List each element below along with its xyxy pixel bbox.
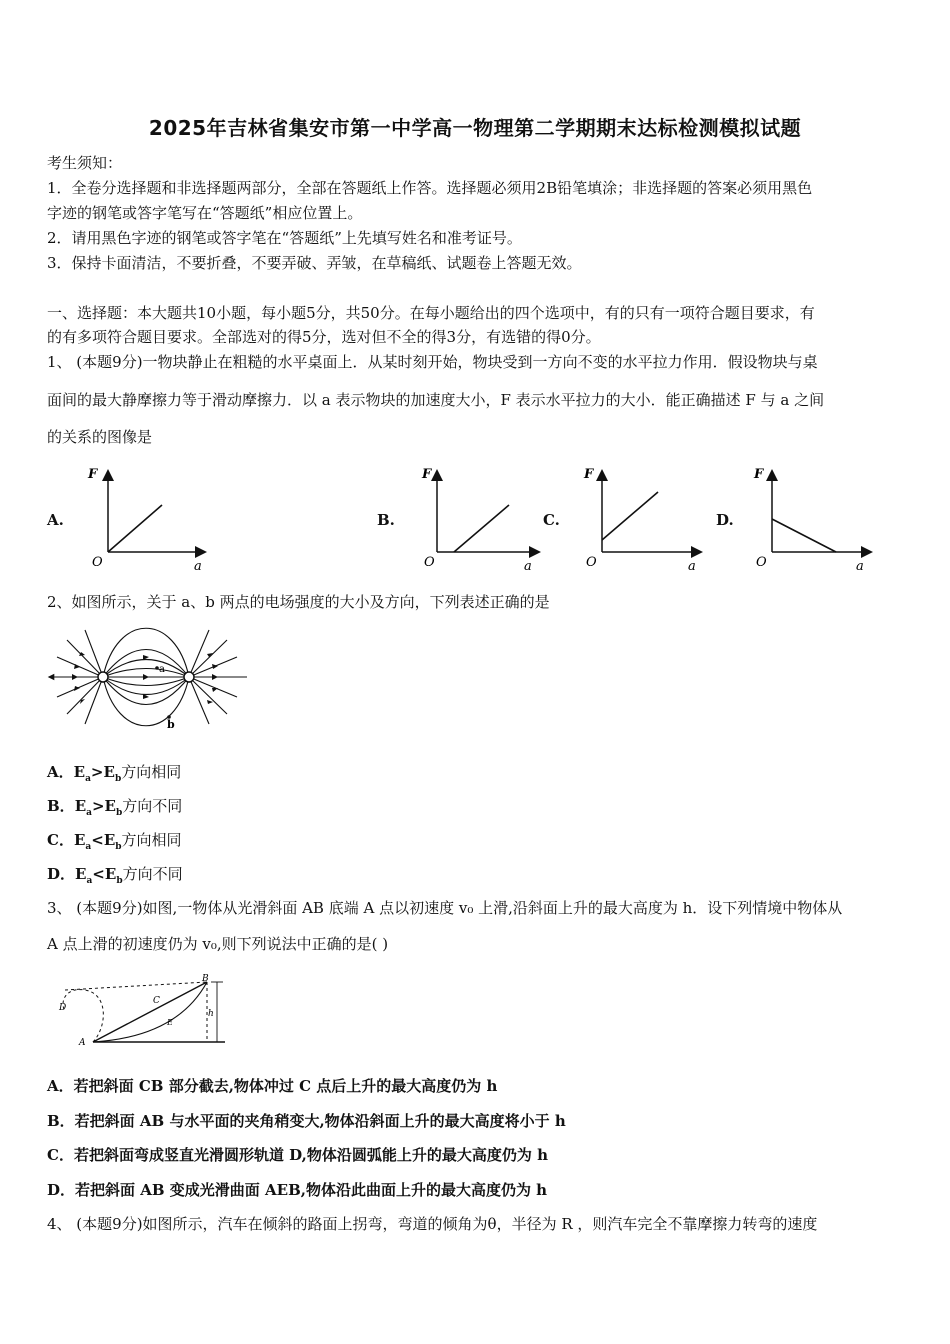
- point-a-label: a: [159, 664, 165, 675]
- section-intro: 一、选择题：本大题共10小题，每小题5分，共50分。在每小题给出的四个选项中，有的只有一项符合题目要求，有: [47, 304, 815, 322]
- origin-label: O: [424, 555, 435, 570]
- label-c: C: [153, 996, 160, 1006]
- point-b-label: b: [167, 718, 175, 731]
- q1-graph-c: [582, 462, 707, 574]
- q3-option-a[interactable]: A．若把斜面 CB 部分截去,物体冲过 C 点后上升的最大高度仍为 h: [47, 1077, 498, 1095]
- q3-stem-line: A 点上滑的初速度仍为 v₀,则下列说法中正确的是( ): [47, 935, 389, 953]
- x-axis-label: a: [194, 559, 202, 574]
- q1-graph-b: [420, 462, 545, 574]
- y-axis-label: F: [754, 467, 764, 482]
- q1-option-a-label[interactable]: A.: [47, 511, 64, 529]
- q1-graph-d: [752, 462, 877, 574]
- q4-stem: 4、 (本题9分)如图所示，汽车在倾斜的路面上拐弯，弯道的倾角为θ，半径为 R ，则汽车完全不靠摩擦力转弯的速度: [47, 1215, 818, 1233]
- q1-stem-line: 1、 (本题9分)一物块静止在粗糙的水平桌面上．从某时刻开始，物块受到一方向不变的水平拉力作用．假设物块与桌: [47, 353, 818, 371]
- q2-option-a[interactable]: A．$E_a>E_b$方向相同: [47, 763, 182, 784]
- q2-field-diagram: [47, 622, 257, 732]
- y-axis-label: F: [584, 467, 594, 482]
- label-e: E: [167, 1018, 173, 1027]
- notice-item: 1．全卷分选择题和非选择题两部分，全部在答题纸上作答。选择题必须用2B铅笔填涂；非选择题的答案必须用黑色: [47, 179, 813, 197]
- x-axis-label: a: [856, 559, 864, 574]
- q2-option-c[interactable]: C．$E_a<E_b$方向相同: [47, 831, 182, 852]
- q2-option-b[interactable]: B．$E_a>E_b$方向不同: [47, 797, 183, 818]
- label-a: A: [79, 1038, 86, 1048]
- origin-label: O: [756, 555, 767, 570]
- exam-title: 2025年吉林省集安市第一中学高一物理第二学期期末达标检测模拟试题: [148, 116, 802, 140]
- q2-option-d[interactable]: D．$E_a<E_b$方向不同: [47, 865, 183, 886]
- q1-option-d-label[interactable]: D.: [716, 511, 734, 529]
- q2-stem: 2、如图所示，关于 a、b 两点的电场强度的大小及方向，下列表述正确的是: [47, 593, 550, 611]
- q3-option-c[interactable]: C．若把斜面弯成竖直光滑圆形轨道 D,物体沿圆弧能上升的最大高度仍为 h: [47, 1146, 548, 1164]
- q3-stem-line: 3、 (本题9分)如图,一物体从光滑斜面 AB 底端 A 点以初速度 v₀ 上滑,沿斜面上升的最大高度为 h．设下列情境中物体从: [47, 899, 843, 917]
- y-axis-label: F: [422, 467, 432, 482]
- q3-incline-diagram: [47, 972, 232, 1054]
- label-b: B: [202, 974, 209, 984]
- section-intro: 的有多项符合题目要求。全部选对的得5分，选对但不全的得3分，有选错的得0分。: [47, 328, 601, 346]
- notice-heading: 考生须知：: [47, 154, 123, 172]
- q1-stem-line: 面间的最大静摩擦力等于滑动摩擦力．以 a 表示物块的加速度大小，F 表示水平拉力的大小．能正确描述 F 与 a 之间: [47, 391, 825, 409]
- notice-item: 3．保持卡面清洁，不要折叠，不要弄破、弄皱，在草稿纸、试题卷上答题无效。: [47, 254, 582, 272]
- notice-item: 2．请用黑色字迹的钢笔或答字笔在“答题纸”上先填写姓名和准考证号。: [47, 229, 522, 247]
- q1-graph-a: [86, 462, 211, 574]
- origin-label: O: [586, 555, 597, 570]
- label-h: h: [208, 1009, 214, 1019]
- q1-option-b-label[interactable]: B.: [377, 511, 395, 529]
- q3-option-b[interactable]: B．若把斜面 AB 与水平面的夹角稍变大,物体沿斜面上升的最大高度将小于 h: [47, 1112, 566, 1130]
- origin-label: O: [92, 555, 103, 570]
- q1-stem-line: 的关系的图像是: [47, 428, 153, 446]
- q1-option-c-label[interactable]: C.: [543, 511, 560, 529]
- q3-option-d[interactable]: D．若把斜面 AB 变成光滑曲面 AEB,物体沿此曲面上升的最大高度仍为 h: [47, 1181, 548, 1199]
- x-axis-label: a: [524, 559, 532, 574]
- notice-item: 字迹的钢笔或答字笔写在“答题纸”相应位置上。: [47, 204, 363, 222]
- y-axis-label: F: [88, 467, 98, 482]
- label-d: D: [59, 1003, 67, 1013]
- x-axis-label: a: [688, 559, 696, 574]
